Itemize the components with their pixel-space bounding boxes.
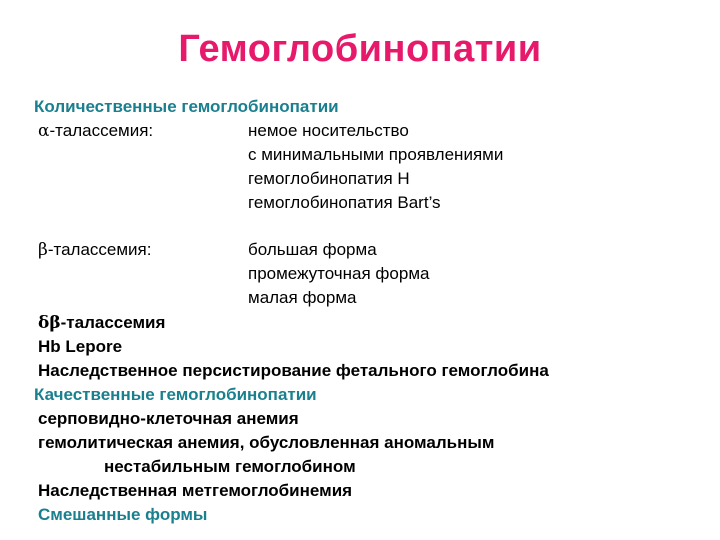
alpha-thalassemia-label bbox=[38, 121, 153, 141]
beta-thalassemia-label bbox=[38, 240, 151, 260]
qualitative-item-3: Наследственная метгемоглобинемия bbox=[38, 481, 353, 500]
qualitative-item-2-continued: нестабильным гемоглобином bbox=[104, 457, 356, 476]
hpfh-line: Наследственное персистирование фетального гемоглобина bbox=[38, 361, 549, 380]
alpha-form-1: немое носительство bbox=[248, 121, 409, 140]
delta-beta-symbol: δβ bbox=[38, 313, 61, 333]
qualitative-item-2: гемолитическая анемия, обусловленная аномальным bbox=[38, 433, 495, 452]
mixed-heading: Смешанные формы bbox=[38, 505, 208, 524]
alpha-form-2: с минимальными проявлениями bbox=[248, 145, 504, 164]
beta-label-text: -талассемия: bbox=[47, 240, 152, 259]
delta-beta-label-text: -талассемия bbox=[60, 313, 166, 332]
alpha-label-text: -талассемия: bbox=[49, 121, 154, 140]
beta-form-2: промежуточная форма bbox=[248, 264, 430, 283]
alpha-symbol: α bbox=[38, 121, 50, 141]
beta-form-3: малая форма bbox=[248, 288, 357, 307]
beta-symbol: β bbox=[38, 240, 48, 260]
qualitative-item-1: серповидно-клеточная анемия bbox=[38, 409, 299, 428]
hb-lepore: Hb Lepore bbox=[38, 337, 123, 356]
quantitative-heading: Количественные гемоглобинопатии bbox=[34, 97, 339, 116]
qualitative-heading: Качественные гемоглобинопатии bbox=[34, 385, 317, 404]
slide-title: Гемоглобинопатии bbox=[178, 28, 542, 70]
beta-form-1: большая форма bbox=[248, 240, 377, 259]
delta-beta-thalassemia bbox=[38, 313, 165, 333]
alpha-form-4: гемоглобинопатия Bart’s bbox=[248, 193, 441, 212]
alpha-form-3: гемоглобинопатия H bbox=[248, 169, 410, 188]
